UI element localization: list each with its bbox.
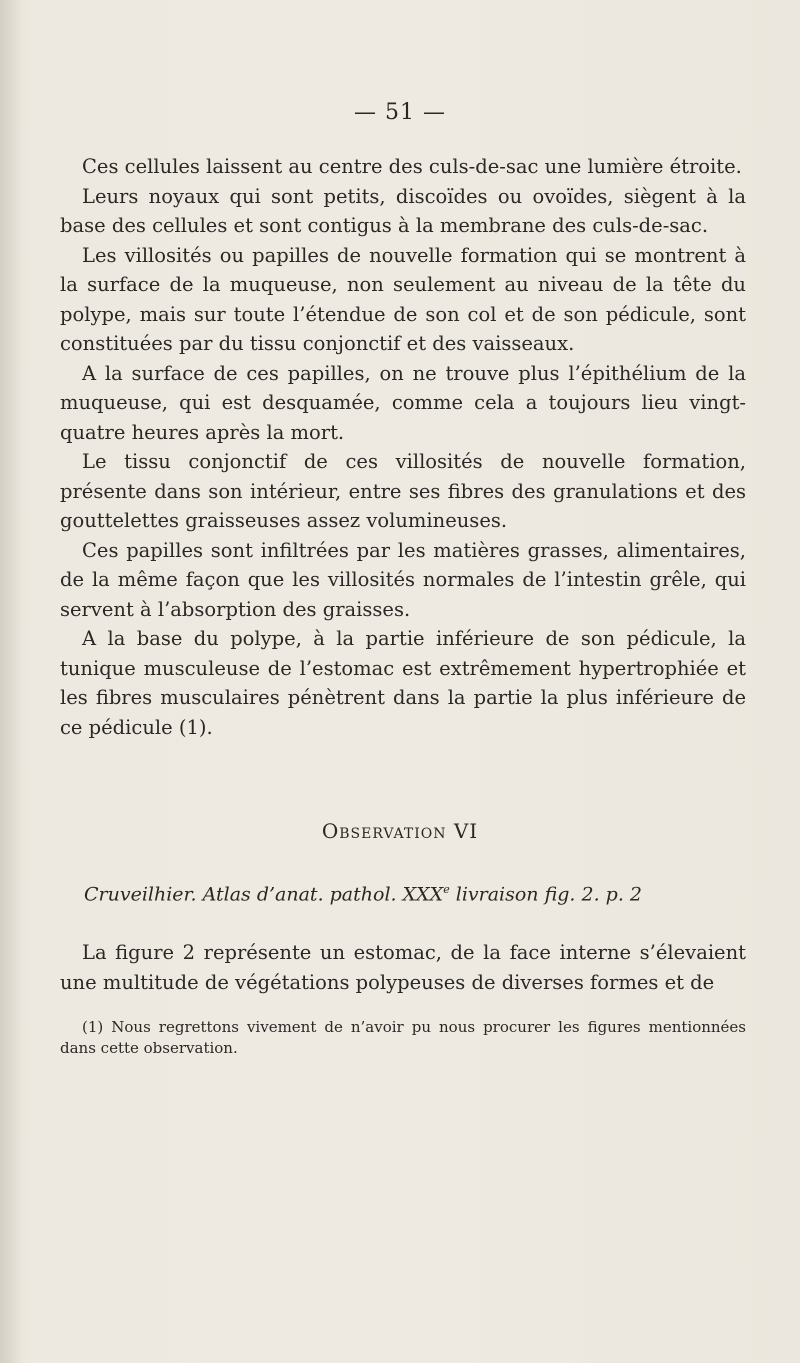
page-number: — 51 —: [354, 100, 446, 125]
paragraph: A la surface de ces papilles, on ne trouve plus l’épithélium de la muqueuse, qui est desquamée, comme cela a toujours lieu vingt-quatre heures après la mort.: [60, 361, 746, 444]
citation-suffix: livraison fig. 2. p. 2: [449, 883, 642, 906]
paragraph: A la base du polype, à la partie inférieure de son pédicule, la tunique musculeuse de l’estomac est extrêmement hypertrophiée et les fibres musculaires pénètrent dans la partie la plus inférieure de ce pédicule (1).: [60, 627, 746, 739]
body-text-continued: [60, 938, 746, 997]
paragraph: Le tissu conjonctif de ces villosités de nouvelle formation, présente dans son intérieur, entre ses fibres des granulations et des gouttelettes graisseuses assez volumineuses.: [60, 450, 746, 532]
footnote: (1) Nous regrettons vivement de n’avoir pu nous procurer les figures mentionnées dans cette observation.: [60, 1018, 746, 1057]
observation-citation: [84, 883, 754, 905]
paragraph: La figure 2 représente un estomac, de la face interne s’élevaient une multitude de végétations polypeuses de diverses formes et de: [60, 941, 746, 994]
citation-prefix: Cruveilhier. Atlas d’anat. pathol. XXX: [84, 883, 444, 906]
page-binding-edge: [0, 0, 22, 1363]
observation-heading: Observation VI: [321, 819, 479, 843]
body-text: [60, 152, 746, 742]
paragraph: Les villosités ou papilles de nouvelle formation qui se montrent à la surface de la muqueuse, non seulement au niveau de la tête du polype, mais sur toute l’étendue de son col et de son pédicule, sont constituées par du tissu conjonctif et des vaisseaux.: [60, 243, 746, 355]
paragraph: Leurs noyaux qui sont petits, discoïdes ou ovoïdes, siègent à la base des cellules et sont contigus à la membrane des culs-de-sac.: [60, 184, 746, 237]
citation-superscript: e: [443, 883, 450, 896]
paragraph: Ces cellules laissent au centre des culs-de-sac une lumière étroite.: [82, 155, 742, 178]
paragraph: Ces papilles sont infiltrées par les matières grasses, alimentaires, de la même façon que les villosités normales de l’intestin grêle, qui servent à l’absorption des graisses.: [60, 538, 746, 621]
